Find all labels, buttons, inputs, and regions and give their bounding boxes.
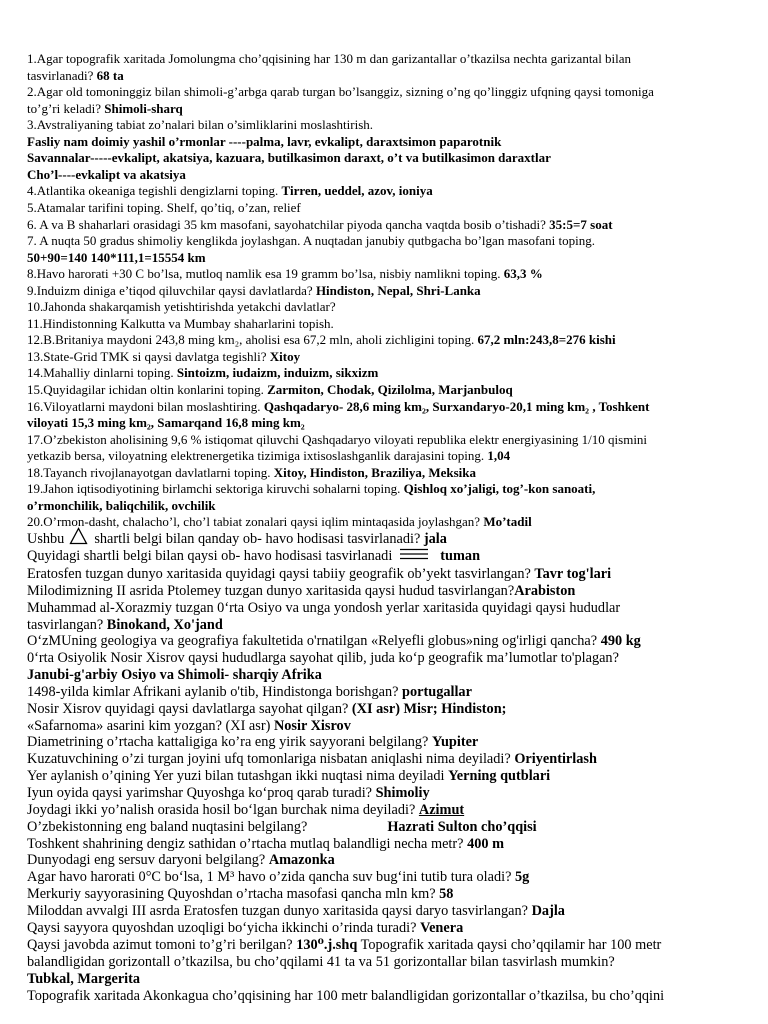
question-line [27, 836, 504, 853]
question-text: 0‘rta Osiyolik Nosir Xisrov qaysi hududlarga sayohat qilib, juda ko‘p geografik ma’lumotlar to'plagan? [27, 650, 619, 666]
question-text: 5.Atamalar tarifini toping. Shelf, qo’tiq, o’zan, relief [27, 199, 301, 215]
answer-text: Cho’l----evkalipt va akatsiya [27, 166, 186, 182]
question-text: shartli belgi bilan qanday ob- havo hodisasi tasvirlanadi? [94, 531, 424, 547]
question-line [27, 217, 613, 233]
answer-text: portugallar [402, 684, 472, 700]
question-text: Dunyodagi eng sersuv daryoni belgilang? [27, 852, 269, 868]
question-line [27, 768, 550, 785]
question-text: 1498-yilda kimlar Afrikani aylanib o'tib, Hindistonga borishgan? [27, 684, 403, 700]
answer-text: Venera [420, 920, 464, 936]
answer-text: Mo’tadil [483, 514, 532, 530]
question-line [27, 633, 641, 650]
question-line [27, 971, 140, 988]
answer-text: tuman [440, 548, 481, 564]
question-line [27, 349, 300, 365]
question-text: Diametrining o’rtacha kattaligiga ko’ra eng yirik sayyorani belgilang? [27, 734, 432, 750]
question-line [27, 117, 373, 133]
question-line [27, 465, 476, 481]
answer-text: 68 ta [96, 67, 124, 83]
question-text: 10.Jahonda shakarqamish yetishtirishda yetakchi davlatlar? [27, 299, 336, 315]
question-line [27, 667, 322, 684]
question-text: Topografik xaritada Akonkagua cho’qqisining har 100 metr balandligidan gorizontallar o’tkazilsa, bu cho’qqini [27, 988, 665, 1004]
answer-text: Shimoliy [375, 785, 430, 801]
question-line [27, 819, 537, 836]
answer-text: Oriyentirlash [514, 751, 597, 767]
question-line [27, 415, 305, 431]
question-line [27, 399, 649, 415]
question-line [27, 332, 616, 348]
question-line [27, 200, 301, 216]
fog-lines-icon [400, 548, 428, 560]
question-line [27, 583, 575, 600]
question-line [27, 734, 478, 751]
answer-text: jala [423, 531, 447, 547]
question-text: tasvirlangan? [27, 617, 107, 633]
answer-text: Janubi-g'arbiy Osiyo va Shimoli- sharqiy Afrika [27, 667, 322, 683]
question-line [27, 316, 334, 332]
question-text: Merkuriy sayyorasining Quyoshdan o’rtacha masofasi qancha mln km? [27, 886, 440, 902]
answer-text: 50+90=140 140*111,1=15554 km [27, 249, 206, 265]
question-text: Agar havo harorati 0°C bo‘lsa, 1 M³ havo o’zida qancha suv bug‘ini tutib tura oladi? [27, 869, 516, 885]
answer-text: Qashqadaryo- 28,6 ming km₂, Surxandaryo-20,1 ming km₂ , Toshkent [263, 398, 650, 414]
question-line [27, 299, 336, 315]
question-text: «Safarnoma» asarini kim yozgan? (XI asr) [27, 718, 274, 734]
question-line [27, 600, 620, 617]
answer-text: Savannalar-----evkalipt, akatsiya, kazuara, butilkasimon daraxt, o’t va butilkasimon daraxtlar [27, 150, 551, 166]
question-text: Quyidagi shartli belgi bilan qaysi ob- havo hodisasi tasvirlanadi [27, 548, 393, 564]
question-text: 18.Tayanch rivojlanayotgan davlatlarni toping. [27, 464, 274, 480]
question-text: 17.O’zbekiston aholisining 9,6 % istiqomat qiluvchi Qashqadaryo viloyati republika elektr energiyasining 1/10 qismini [27, 431, 648, 447]
question-line [27, 684, 472, 701]
question-line [27, 150, 551, 166]
answer-text: Yupiter [431, 734, 479, 750]
answer-text: Xitoy [269, 348, 301, 364]
question-text: O‘zMUning geologiya va geografiya fakultetida o'rnatilgan «Relyefli globus»ning og'irligi qancha? [27, 633, 601, 649]
question-text: 7. A nuqta 50 gradus shimoliy kenglikda joylashgan. A nuqtadan janubiy qutbgacha bo’lgan masofani toping. [27, 233, 595, 249]
answer-text: viloyati 15,3 ming km₂, Samarqand 16,8 ming km₂ [27, 415, 305, 431]
question-text: 20.O’rmon-dasht, chalacho’l, cho’l tabiat zonalari qaysi iqlim mintaqasida joylashgan? [27, 514, 484, 530]
question-line [27, 937, 661, 954]
answer-text: (XI asr) Misr; Hindiston; [351, 701, 507, 717]
answer-text: 130⁰.j.shq [296, 937, 358, 953]
question-line [27, 802, 464, 819]
question-line [27, 134, 501, 150]
question-text: balandligidan gorizontall o’tkazilsa, bu cho’qqilami 41 ta va 51 gorizontallar bilan tasvirlash mumkin? [27, 954, 615, 970]
question-line [27, 51, 631, 67]
question-line [27, 266, 543, 282]
question-line [27, 481, 595, 497]
question-text: Toshkent shahrining dengiz sathidan o’rtacha mutlaq balandligi necha metr? [27, 836, 468, 852]
question-line [27, 886, 453, 903]
question-line [27, 954, 615, 971]
answer-text: 1,04 [487, 448, 511, 464]
answer-text: Arabiston [514, 583, 576, 599]
question-line [27, 101, 183, 117]
question-line [27, 718, 351, 735]
question-text: Miloddan avvalgi III asrda Eratosfen tuzgan dunyo xaritasida qaysi daryo tasvirlangan? [27, 903, 532, 919]
question-text: 15.Quyidagilar ichidan oltin konlarini toping. [27, 382, 268, 397]
question-line [27, 751, 597, 768]
question-line [27, 988, 664, 1005]
question-text: Kuzatuvchining o’zi turgan joyini ufq tomonlariga nisbatan aniqlashi nima deyiladi? [27, 751, 515, 767]
answer-text: 58 [439, 886, 454, 902]
question-text: Ushbu [27, 531, 65, 547]
answer-text: Fasliy nam doimiy yashil o’rmonlar ----palma, lavr, evkalipt, daraxtsimon paparotnik [27, 133, 502, 149]
answer-text: Tirren, ueddel, azov, ioniya [281, 183, 433, 199]
question-line [27, 920, 463, 937]
question-text: Nosir Xisrov quyidagi qaysi davlatlarga sayohat qilgan? [27, 701, 352, 717]
question-line [27, 365, 378, 381]
question-line [27, 527, 447, 548]
answer-text: Hindiston, Nepal, Shri-Lanka [315, 282, 481, 298]
question-text: yetkazib bersa, viloyatning elektrenergetika tizimiga ixtisoslashganlik darajasini toping. [27, 448, 488, 464]
question-line [27, 448, 510, 464]
question-line [27, 617, 223, 634]
answer-text: Tubkal, Margerita [27, 971, 141, 987]
answer-text: 35:5=7 soat [549, 216, 613, 232]
question-text: to’g’ri keladi? [27, 100, 105, 116]
answer-text: 400 m [467, 836, 505, 852]
answer-text: Binokand, Xo'jand [106, 617, 223, 633]
question-text: Iyun oyida qaysi yarimshar Quyoshga ko‘proq qarab turadi? [27, 785, 376, 801]
question-text: O’zbekistonning eng baland nuqtasini belgilang? [27, 819, 308, 835]
question-line [27, 432, 647, 448]
triangle-icon [69, 527, 88, 545]
question-text: 4.Atlantika okeaniga tegishli dengizlarni toping. [27, 183, 282, 199]
answer-text: o’rmonchilik, baliqchilik, ovchilik [27, 497, 216, 513]
question-line [27, 903, 565, 920]
question-line [27, 283, 481, 299]
question-text: 11.Hindistonning Kalkutta va Mumbay shaharlarini topish. [27, 315, 334, 331]
answer-text: Amazonka [268, 852, 335, 868]
question-text: 3.Avstraliyaning tabiat zo’nalari bilan o’simliklarini moslashtirish. [27, 117, 373, 133]
question-line [27, 233, 595, 249]
answer-text: 490 kg [600, 633, 641, 649]
answer-text: Sintoizm, iudaizm, induizm, sikxizm [176, 365, 379, 381]
question-text: 8.Havo harorati +30 C bo’lsa, mutloq namlik esa 19 gramm bo’lsa, nisbiy namlikni toping. [27, 266, 504, 282]
question-text: Yer aylanish o’qining Yer yuzi bilan tutashgan ikki nuqtasi nima deyiladi [27, 768, 449, 784]
question-line [27, 498, 216, 514]
answer-text: Nosir Xisrov [273, 718, 351, 734]
question-text: Muhammad al-Xorazmiy tuzgan 0‘rta Osiyo va unga yondosh yerlar xaritasida quyidagi qaysi hududlar [27, 600, 621, 616]
question-text: 13.State-Grid TMK si qaysi davlatga tegishli? [27, 348, 270, 364]
question-text: 1.Agar topografik xaritada Jomolungma cho’qqisining har 130 m dan garizantallar o’tkazilsa nechta garizantal bilan [27, 51, 632, 66]
question-line [27, 183, 433, 199]
question-text: tasvirlanadi? [27, 67, 97, 83]
answer-text: Xitoy, Hindiston, Braziliya, Meksika [273, 464, 476, 480]
answer-text: Hazrati Sulton cho’qqisi [387, 819, 537, 835]
question-text: 14.Mahalliy dinlarni toping. [27, 365, 177, 381]
question-text: 2.Agar old tomoninggiz bilan shimoli-g’arbga qarab turgan bo’lsanggiz, sizning o’ng qo’linggiz ufqning qaysi tomoniga [27, 84, 654, 100]
question-line [27, 869, 529, 886]
answer-text: 5g [515, 869, 530, 885]
question-line [27, 548, 480, 565]
question-text: 19.Jahon iqtisodiyotining birlamchi sektoriga kiruvchi sohalarni toping. [27, 481, 404, 497]
question-text: Joydagi ikki yo’nalish orasida hosil bo‘lgan burchak nima deyiladi? [27, 802, 419, 818]
answer-text: Zarmiton, Chodak, Qizilolma, Marjanbuloq [267, 382, 513, 397]
question-text: Milodimizning II asrida Ptolemey tuzgan dunyo xaritasida qaysi hudud tasvirlangan? [27, 583, 515, 599]
question-text: Topografik xaritada qaysi cho’qqilamir har 100 metr [357, 937, 662, 953]
answer-text: Qishloq xo’jaligi, tog’-kon sanoati, [403, 481, 596, 497]
answer-text: 67,2 mln:243,8=276 kishi [477, 332, 616, 348]
answer-text: 63,3 % [503, 266, 543, 282]
question-line [27, 250, 206, 266]
question-line [27, 785, 430, 802]
question-text: 6. A va B shaharlari orasidagi 35 km masofani, sayohatchilar piyoda qancha vaqtda bosib o’tishadi? [27, 216, 550, 232]
answer-text: Azimut [418, 802, 465, 818]
question-line [27, 650, 619, 667]
question-line [27, 68, 124, 84]
question-text: Qaysi javobda azimut tomoni to’g’ri berilgan? [27, 937, 297, 953]
question-text: Eratosfen tuzgan dunyo xaritasida quyidagi qaysi tabiiy geografik ob’yekt tasvirlangan? [27, 566, 535, 582]
question-line [27, 701, 506, 718]
question-text: 12.B.Britaniya maydoni 243,8 ming km₂, aholisi esa 67,2 mln, aholi zichligini toping. [27, 332, 478, 348]
answer-text: Yerning qutblari [448, 768, 551, 784]
answer-text: Shimoli-sharq [104, 100, 183, 116]
question-line [27, 382, 513, 398]
answer-text: Tavr tog'lari [534, 566, 612, 582]
question-text: 9.Induizm diniga e’tiqod qiluvchilar qaysi davlatlarda? [27, 282, 316, 298]
question-text: 16.Viloyatlarni maydoni bilan moslashtiring. [27, 398, 264, 414]
question-line [27, 852, 335, 869]
answer-text: Dajla [531, 903, 565, 919]
question-line [27, 84, 654, 100]
question-line [27, 167, 186, 183]
question-text: Qaysi sayyora quyoshdan uzoqligi bo‘yicha ikkinchi o’rinda turadi? [27, 920, 421, 936]
question-line [27, 566, 611, 583]
